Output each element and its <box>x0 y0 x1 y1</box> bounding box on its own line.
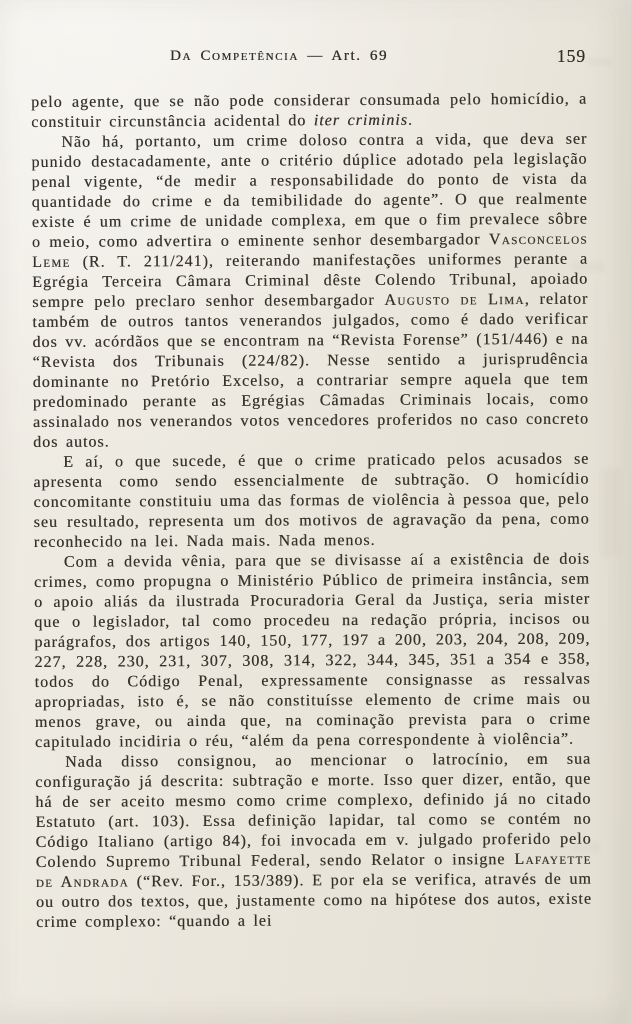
bleedthrough-artifact <box>601 468 621 558</box>
paragraph <box>31 90 587 133</box>
text-block <box>31 90 592 933</box>
paragraph <box>34 550 591 753</box>
text-segment: pelo agente, que se não pode considerar consumada pelo homicídio, a constituir circunstância acidental do <box>31 90 588 131</box>
paragraph <box>33 450 590 553</box>
text-segment: (R. T. 211/241), reiterando manifestações uniformes perante a Egrégia Terceira Câmara Criminal dêste Colendo Tribunal, apoiado sempre pelo preclaro senhor desembargador <box>32 250 589 311</box>
page-number: 159 <box>556 46 586 66</box>
running-title <box>30 48 528 65</box>
latin-term: iter criminis <box>313 111 408 130</box>
running-title-chapter: Da Competência <box>170 48 299 64</box>
text-segment: E aí, o que sucede, é que o crime praticado pelos acusados se apresenta como sendo essencialmente de subtração. O homicídio concomitante constituiu uma das formas de violência à pessoa que, pelo seu resultado, representa um dos motivos de agravação da pena, como reconhecido na lei. Nada mais. Nada menos. <box>33 450 590 551</box>
person-name: Lafayette de Andrada <box>35 850 592 891</box>
text-segment: , relator também de outros tantos venerandos julgados, como é dado verificar dos vv. acórdãos que se encontram na “Revista Forense” (151/446) e na “Revista dos Tribunais (224/82). Nesse sentido a jurisprudência dominante no Pretório Excelso, a contrariar sempre aquela que tem predominado perante as Egrégias Câmadas Criminais locais, como assinalado nos venerandos votos vencedores proferidos no caso concreto dos autos. <box>32 290 590 451</box>
text-segment: (“Rev. For., 153/389). E por ela se verifica, através de um ou outro dos textos, que, justamente como na hipótese dos autos, existe crime complexo: “quando a lei <box>35 870 592 931</box>
text-segment: . <box>407 111 413 129</box>
text-segment: Não há, portanto, um crime doloso contra a vida, que deva ser punido destacadamente, ante o critério dúplice adotado pela legislação penal vigente, “de medir a responsabilidade do ponto de vista da quantidade do crime e da temibilidade do agente”. O que realmente existe é um crime de unidade complexa, em que o fim prevalece sôbre o meio, como advertira o eminente senhor desembargador <box>31 130 588 251</box>
page-header <box>30 48 588 70</box>
person-name: Augusto de Lima <box>384 290 525 309</box>
text-segment: Com a devida vênia, para que se divisasse aí a existência de dois crimes, como propugna o Ministério Público de primeira instância, sem o apoio aliás da ilustrada Procuradoria Geral da Justiça, seria mister que o legislador, tal como procedeu na redação própria, incisos ou parágrafos, dos artigos 140, 150, 177, 197 a 200, 203, 204, 208, 209, 227, 228, 230, 231, 307, 308, 314, 322, 344, 345, 351 a 354 e 358, todos do Código Penal, expressamente consignasse as ressalvas apropriadas, isto é, se não constituísse elemento de crime mais ou menos grave, ou ainda que, na cominação prevista para o crime capitulado incidiria o réu, “além da pena correspondente à violência”. <box>33 550 591 751</box>
person-name: Vasconcelos Leme <box>31 230 588 271</box>
paragraph <box>35 750 592 933</box>
bleedthrough-artifact <box>587 58 613 66</box>
running-title-article: — Art. 69 <box>298 48 388 64</box>
paragraph <box>31 130 589 453</box>
text-segment: Nada disso consignou, ao mencionar o latrocínio, em sua configuração já descrita: subtração e morte. Isso quer dizer, então, que há de ser aceito mesmo como crime complexo, definido já no citado Estatuto (art. 103). Essa definição lapidar, tal como se contém no Código Italiano (artigo 84), foi invocada em v. julgado proferido pelo Colendo Supremo Tribunal Federal, sendo Relator o insigne <box>35 750 592 871</box>
